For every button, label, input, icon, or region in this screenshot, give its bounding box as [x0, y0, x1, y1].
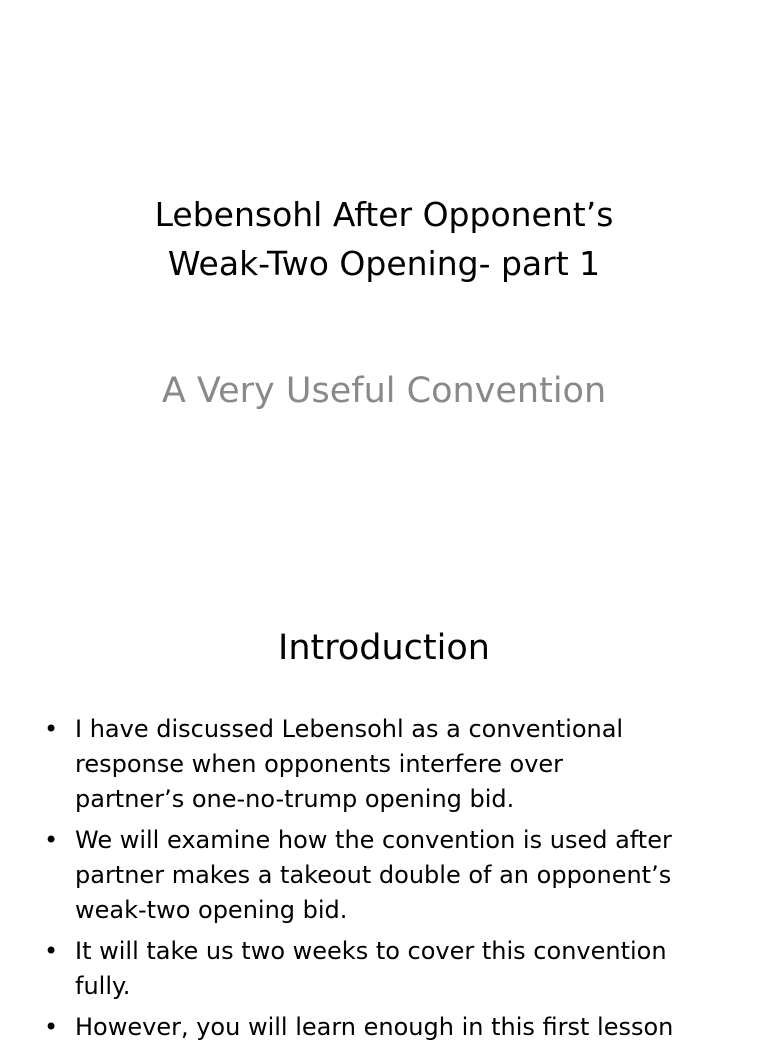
slide-title-line-1: Lebensohl After Opponent’s [154, 195, 614, 234]
bullet-icon: • [44, 826, 59, 854]
bullet-text-line: However, you will learn enough in this first lesson [75, 1013, 674, 1041]
slide-title [0, 190, 768, 288]
bullet-icon: • [44, 715, 59, 743]
bullet-text-line: fully. [75, 972, 131, 1000]
bullet-icon: • [44, 1013, 59, 1041]
slide-subtitle: A Very Useful Convention [161, 371, 607, 411]
bullet-text-line: I have discussed Lebensohl as a conventional [75, 715, 624, 743]
introduction-slide [0, 576, 768, 1041]
bullet-list [42, 712, 742, 1051]
bullet-item [42, 823, 742, 928]
slide-title-line-2: Weak-Two Opening- part 1 [167, 244, 601, 283]
bullet-text-line: partner makes a takeout double of an opponent’s [75, 861, 672, 889]
bullet-item [42, 934, 742, 1004]
bullet-text-line: weak-two opening bid. [75, 896, 348, 924]
bullet-text-line: We will examine how the convention is used after [75, 826, 672, 854]
bullet-icon: • [44, 937, 59, 965]
bullet-text-line: response when opponents interfere over [75, 750, 564, 778]
bullet-text-line: It will take us two weeks to cover this convention [75, 937, 667, 965]
bullet-text-line: partner’s one-no-trump opening bid. [75, 785, 515, 813]
bullet-item [42, 1010, 742, 1045]
section-title: Introduction [278, 628, 490, 668]
bullet-item [42, 712, 742, 817]
